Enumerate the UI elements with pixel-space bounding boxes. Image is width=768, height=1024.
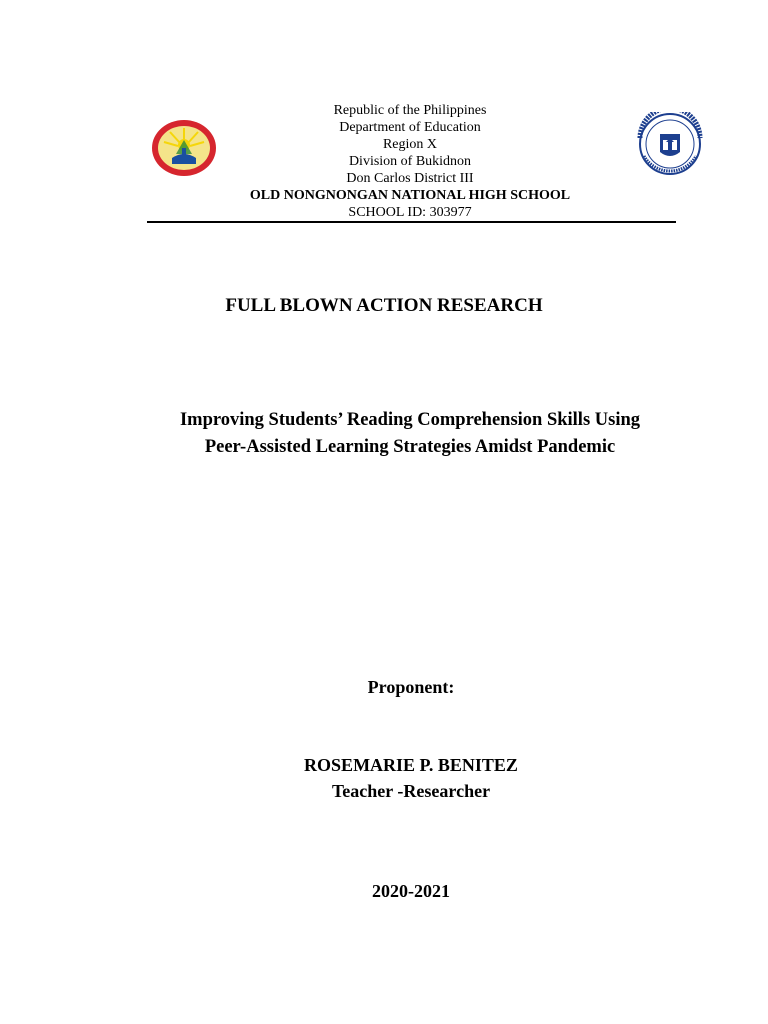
proponent-label: Proponent:: [367, 677, 455, 697]
header-divider: [147, 221, 676, 223]
research-title-line-1: Improving Students’ Reading Comprehension Skills Using: [179, 410, 641, 430]
letterhead: [150, 102, 670, 221]
header-line-division: Division of Bukidnon: [348, 154, 472, 169]
header-line-district: Don Carlos District III: [346, 171, 474, 186]
document-type: FULL BLOWN ACTION RESEARCH: [225, 295, 543, 316]
header-line-republic: Republic of the Philippines: [333, 103, 487, 118]
school-year: 2020-2021: [372, 881, 450, 901]
author-role: Teacher -Researcher: [331, 781, 491, 801]
author-name: ROSEMARIE P. BENITEZ: [304, 755, 518, 775]
research-title-line-2: Peer-Assisted Learning Strategies Amidst Pandemic: [204, 437, 616, 457]
school-id: SCHOOL ID: 303977: [348, 205, 472, 220]
header-line-department: Department of Education: [339, 120, 481, 135]
header-line-region: Region X: [382, 137, 438, 152]
research-title: [100, 407, 720, 461]
author-block: [0, 752, 768, 804]
school-name: OLD NONGNONGAN NATIONAL HIGH SCHOOL: [249, 188, 571, 203]
